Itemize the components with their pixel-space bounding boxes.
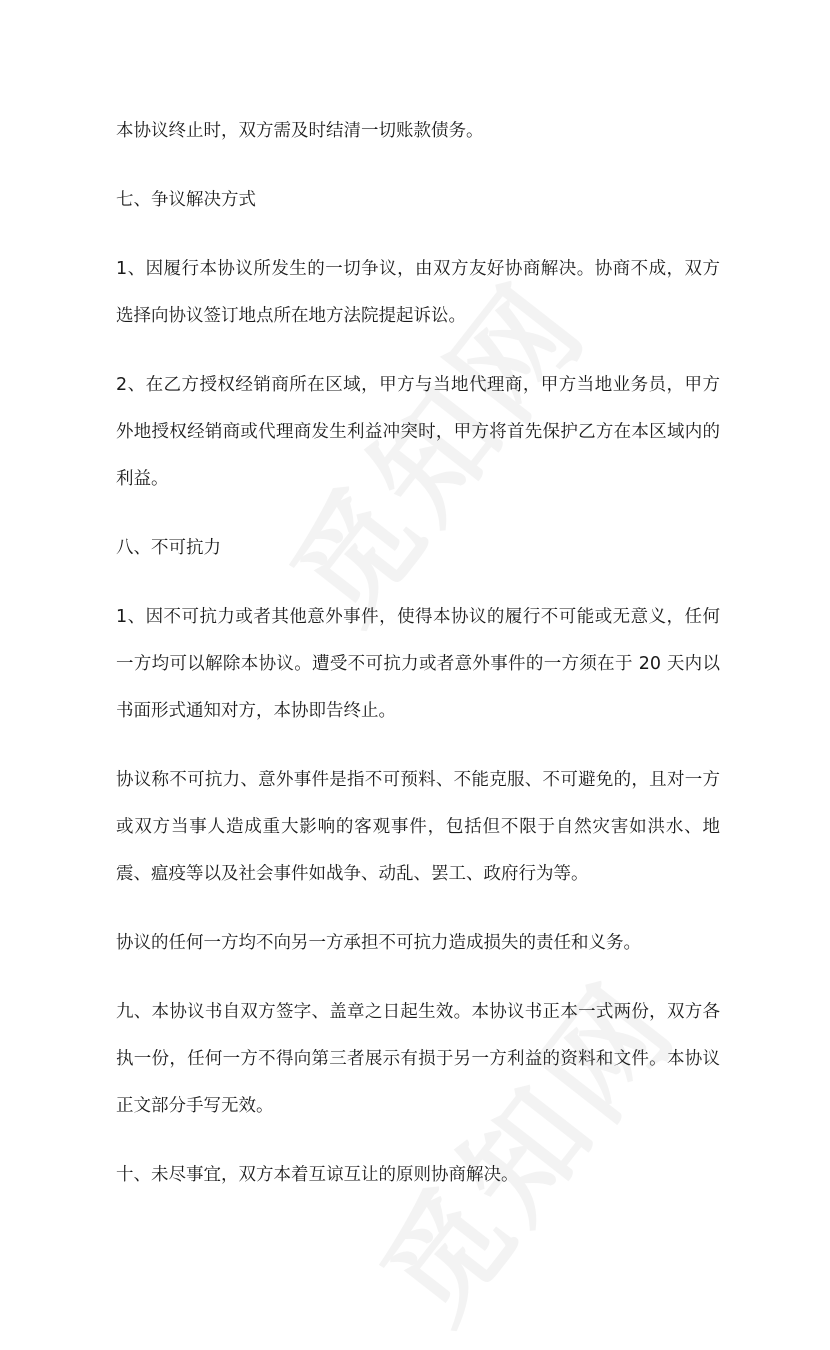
section-heading-dispute-resolution: 七、争议解决方式	[116, 190, 256, 210]
paragraph-unresolved-matters: 十、未尽事宜，双方本着互谅互让的原则协商解决。	[116, 1165, 519, 1185]
paragraph-force-majeure-1: 1、因不可抗力或者其他意外事件，使得本协议的履行不可能或无意义，任何一方均可以解除本协议。遭受不可抗力或者意外事件的一方须在于 20 天内以书面形式通知对方，本协即告终止。	[116, 607, 720, 721]
paragraph-dispute-1: 1、因履行本协议所发生的一切争议，由双方友好协商解决。协商不成，双方选择向协议签订地点所在地方法院提起诉讼。	[116, 259, 720, 326]
document-body	[116, 108, 720, 1221]
paragraph-force-majeure-definition: 协议称不可抗力、意外事件是指不可预料、不能克服、不可避免的，且对一方或双方当事人造成重大影响的客观事件，包括但不限于自然灾害如洪水、地震、瘟疫等以及社会事件如战争、动乱、罢工、政府行为等。	[116, 770, 720, 884]
section-heading-force-majeure: 八、不可抗力	[116, 538, 221, 558]
paragraph-effectiveness: 九、本协议书自双方签字、盖章之日起生效。本协议书正本一式两份，双方各执一份，任何一方不得向第三者展示有损于另一方利益的资料和文件。本协议正文部分手写无效。	[116, 1002, 720, 1116]
paragraph-termination-settlement: 本协议终止时，双方需及时结清一切账款债务。	[116, 121, 484, 141]
paragraph-dispute-2: 2、在乙方授权经销商所在区域，甲方与当地代理商，甲方当地业务员，甲方外地授权经销商或代理商发生利益冲突时，甲方将首先保护乙方在本区域内的利益。	[116, 375, 720, 489]
paragraph-force-majeure-liability: 协议的任何一方均不向另一方承担不可抗力造成损失的责任和义务。	[116, 933, 641, 953]
